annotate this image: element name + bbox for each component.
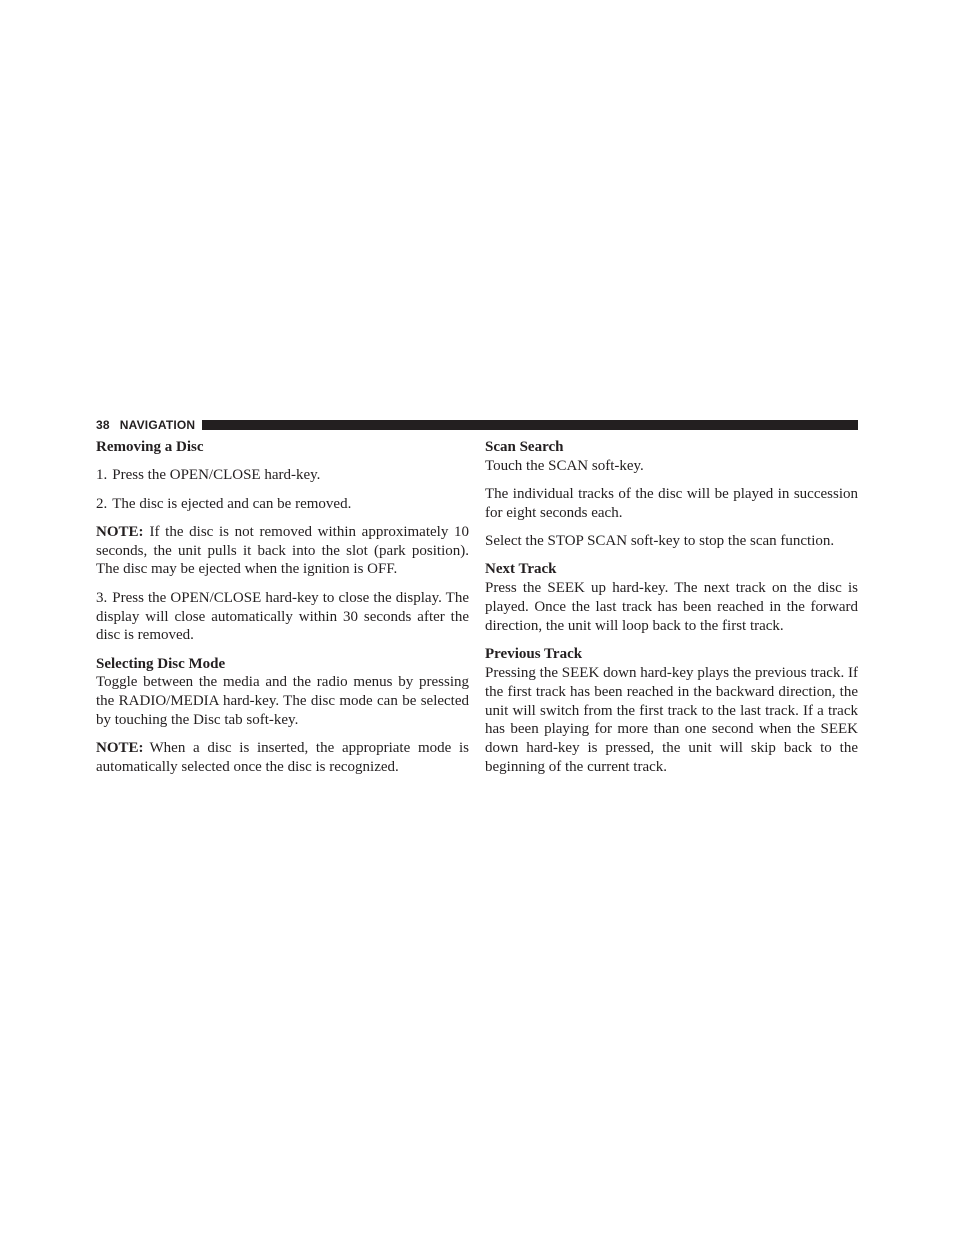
- left-column: [96, 438, 469, 786]
- next-track-text: Press the SEEK up hard-key. The next track on the disc is played. Once the last track has been reached in the forward direction, the unit will loop back to the first track.: [485, 580, 858, 634]
- removing-disc-heading: Removing a Disc: [96, 439, 204, 455]
- scan-search-text-2: The individual tracks of the disc will be played in succession for eight seconds each.: [485, 486, 858, 521]
- next-track-heading: Next Track: [485, 561, 557, 578]
- step-2-text: The disc is ejected and can be removed.: [112, 495, 352, 512]
- page-number: 38: [96, 418, 110, 432]
- previous-track-heading: Previous Track: [485, 646, 583, 663]
- page-header: [96, 416, 858, 434]
- step-2-number: 2.: [96, 495, 108, 512]
- section-title: NAVIGATION: [119, 418, 196, 432]
- note-label: NOTE:: [96, 740, 144, 757]
- step-1-text: Press the OPEN/CLOSE hard-key.: [112, 467, 321, 484]
- selecting-disc-mode-heading: Selecting Disc Mode: [96, 655, 226, 672]
- selecting-disc-mode-text: Toggle between the media and the radio menus by pressing the RADIO/MEDIA hard-key. The disc mode can be selected by touching the Disc tab soft-key.: [96, 674, 469, 729]
- step-1-number: 1.: [96, 467, 108, 484]
- selecting-note: [96, 739, 469, 777]
- step-3: [96, 589, 469, 645]
- step-2: [96, 495, 469, 514]
- scan-search-heading: Scan Search: [485, 439, 564, 455]
- step-3-text: Press the OPEN/CLOSE hard-key to close the display. The display will close automatically within 30 seconds after the disc is removed.: [96, 589, 469, 644]
- note-label: NOTE:: [96, 523, 144, 540]
- right-column: [485, 438, 858, 786]
- note-text: If the disc is not removed within approximately 10 seconds, the unit pulls it back into the slot (park position). The disc may be ejected when the ignition is OFF.: [96, 523, 469, 578]
- step-3-number: 3.: [96, 589, 108, 606]
- scan-search-text-3: Select the STOP SCAN soft-key to stop the scan function.: [485, 533, 835, 550]
- step-1: [96, 466, 469, 485]
- previous-track-text: Pressing the SEEK down hard-key plays the previous track. If the first track has been reached in the backward direction, the unit will switch from the first track to the last track. If a track has been playing for more than one second when the SEEK down hard-key is pressed, the unit will skip back to the beginning of the current track.: [485, 664, 858, 775]
- scan-search-text-1: Touch the SCAN soft-key.: [485, 457, 644, 474]
- header-rule: [202, 420, 858, 430]
- removing-note: [96, 523, 469, 579]
- note-text: When a disc is inserted, the appropriate mode is automatically selected once the disc is recognized.: [96, 740, 469, 776]
